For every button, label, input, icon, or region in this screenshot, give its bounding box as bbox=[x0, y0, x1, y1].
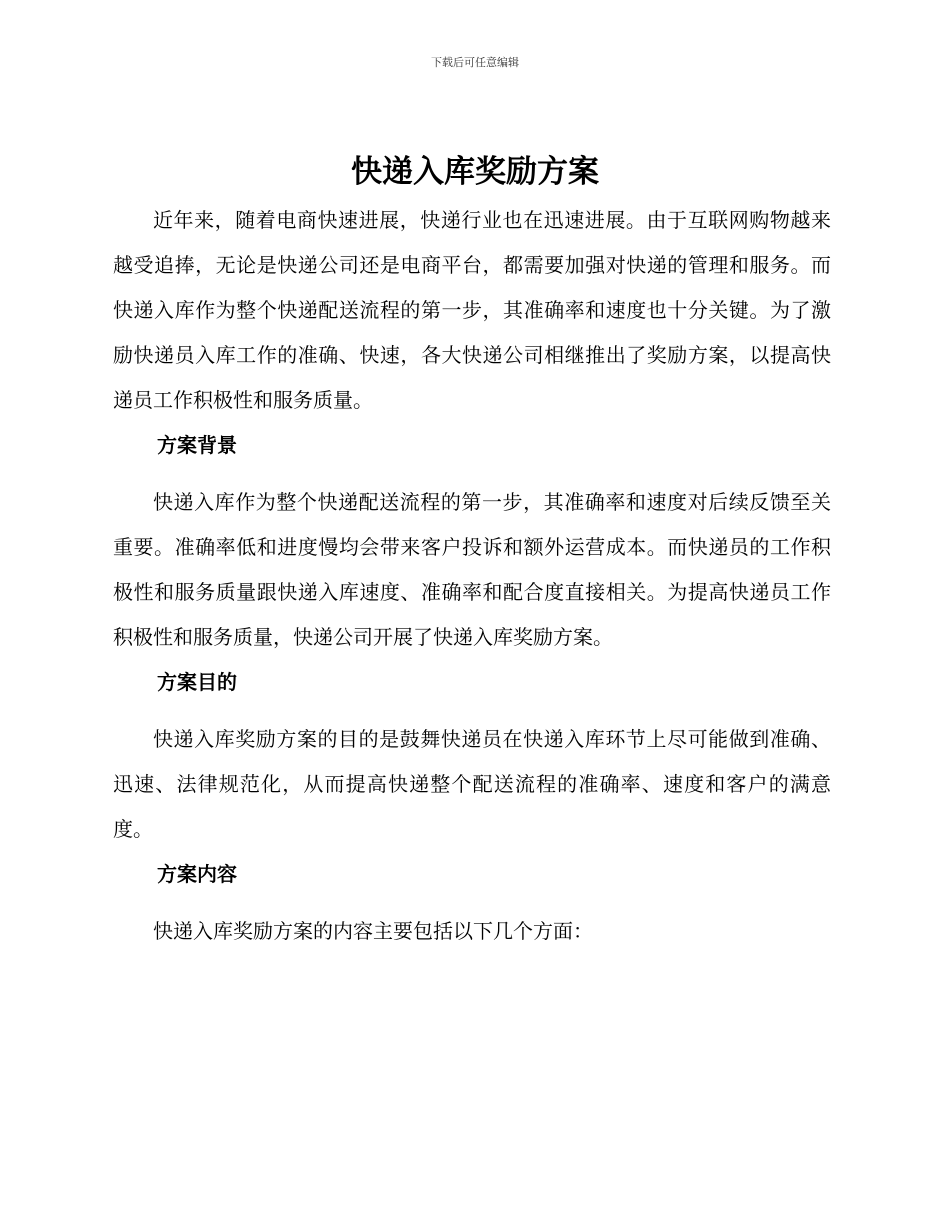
section-heading-background: 方案背景 bbox=[157, 433, 237, 457]
section-paragraph-content: 快递入库奖励方案的内容主要包括以下几个方面： bbox=[153, 919, 593, 943]
spacer bbox=[113, 660, 831, 670]
spacer bbox=[113, 694, 831, 717]
section-paragraph-purpose: 快递入库奖励方案的目的是鼓舞快递员在快递入库环节上尽可能做到准确、迅速、法律规范化，从而提高快递整个配送流程的准确率、速度和客户的满意度。 bbox=[113, 727, 831, 841]
document-title: 快递入库奖励方案 bbox=[351, 154, 599, 190]
header-note: 下载后可任意编辑 bbox=[431, 56, 519, 69]
spacer bbox=[113, 886, 831, 909]
intro-paragraph: 近年来，随着电商快速进展，快递行业也在迅速进展。由于互联网购物越来越受追捧，无论是快递公司还是电商平台，都需要加强对快递的管理和服务。而快递入库作为整个快递配送流程的第一步，其准确率和速度也十分关键。为了激励快递员入库工作的准确、快速，各大快递公司相继推出了奖励方案，以提高快递员工作积极性和服务质量。 bbox=[113, 208, 831, 412]
spacer bbox=[113, 423, 831, 433]
document-body bbox=[113, 198, 831, 954]
spacer bbox=[113, 457, 831, 480]
section-heading-purpose: 方案目的 bbox=[157, 670, 237, 694]
section-heading-content: 方案内容 bbox=[157, 862, 237, 886]
spacer bbox=[113, 852, 831, 862]
section-paragraph-background: 快递入库作为整个快递配送流程的第一步，其准确率和速度对后续反馈至关重要。准确率低和进度慢均会带来客户投诉和额外运营成本。而快递员的工作积极性和服务质量跟快递入库速度、准确率和配合度直接相关。为提高快递员工作积极性和服务质量，快递公司开展了快递入库奖励方案。 bbox=[113, 490, 831, 649]
